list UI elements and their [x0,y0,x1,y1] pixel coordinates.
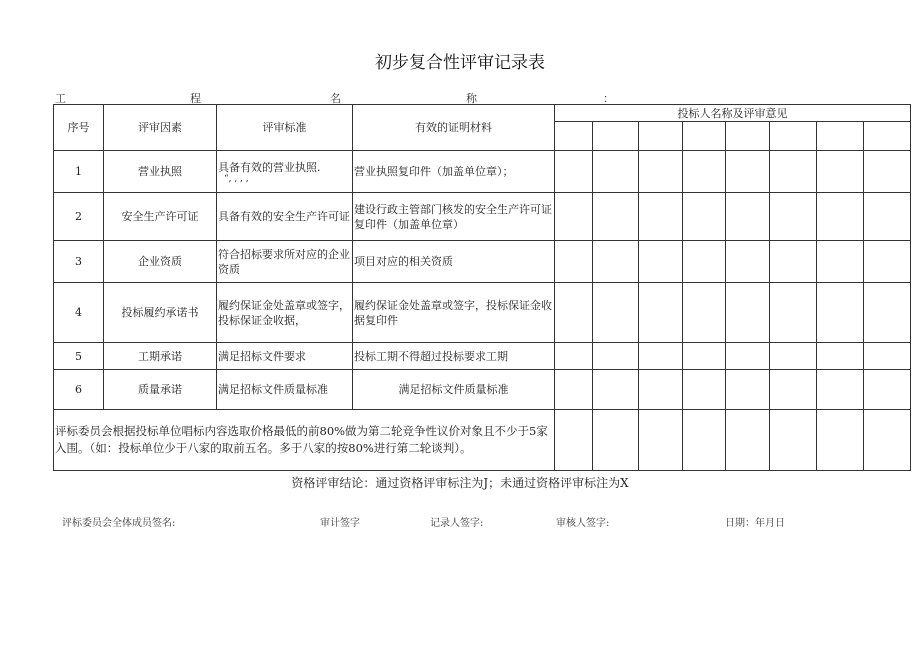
bidder-cell[interactable] [726,343,770,370]
row-evidence: 营业执照复印件（加盖单位章）； [353,151,555,193]
project-label-char-2: 程 [190,92,201,105]
bidder-cell[interactable] [555,241,593,283]
bidder-cell[interactable] [555,410,593,471]
recorder-signature-label: 记录人签字: [430,518,484,529]
bidder-cell[interactable] [817,151,864,193]
row-seq: 4 [54,283,104,343]
bidder-col-8[interactable] [864,122,911,151]
bidder-cell[interactable] [593,241,639,283]
bidder-cell[interactable] [683,151,726,193]
row-standard-extra: “, , , , [224,173,249,184]
bidder-cell[interactable] [770,151,817,193]
bidder-cell[interactable] [817,283,864,343]
row-evidence: 满足招标文件质量标准 [353,370,555,410]
bidder-cell[interactable] [864,283,911,343]
bidder-cell[interactable] [593,343,639,370]
row-standard: 履约保证金处盖章或签字，投标保证金收据， [217,283,353,343]
bidder-cell[interactable] [555,283,593,343]
row-standard [217,151,353,193]
row-seq: 2 [54,193,104,241]
selection-note: 评标委员会根据投标单位唱标内容选取价格最低的前80%做为第二轮竞争性议价对象且不少于5家入围。（如：投标单位少于八家的取前五名。多于八家的按80%进行第二轮谈判）。 [54,410,555,471]
bidder-cell[interactable] [770,193,817,241]
bidder-cell[interactable] [639,410,683,471]
bidder-cell[interactable] [770,410,817,471]
bidder-cell[interactable] [683,370,726,410]
row-seq: 6 [54,370,104,410]
project-label-char-4: 称 [466,92,477,105]
committee-signature-label: 评标委员会全体成员签名: [62,518,176,529]
bidder-cell[interactable] [593,151,639,193]
row-evidence: 投标工期不得超过投标要求工期 [353,343,555,370]
bidder-cell[interactable] [864,193,911,241]
row-factor: 安全生产许可证 [104,193,217,241]
bidder-cell[interactable] [593,283,639,343]
review-table [53,104,911,471]
bidder-cell[interactable] [864,410,911,471]
bidder-cell[interactable] [726,151,770,193]
bidder-cell[interactable] [639,151,683,193]
bidder-cell[interactable] [683,241,726,283]
bidder-cell[interactable] [726,283,770,343]
row-seq: 1 [54,151,104,193]
row-standard: 满足招标文件要求 [217,343,353,370]
row-evidence: 建设行政主管部门核发的安全生产许可证复印件（加盖单位章） [353,193,555,241]
page-title: 初步复合性评审记录表 [375,53,545,73]
bidder-cell[interactable] [817,241,864,283]
reviewer-signature-label: 审核人签字: [556,518,610,529]
table-row [54,193,911,241]
bidder-col-7[interactable] [817,122,864,151]
bidder-cell[interactable] [817,370,864,410]
bidder-cell[interactable] [726,370,770,410]
bidder-cell[interactable] [726,410,770,471]
bidder-cell[interactable] [817,343,864,370]
bidder-cell[interactable] [683,283,726,343]
bidder-col-3[interactable] [639,122,683,151]
row-factor: 质量承诺 [104,370,217,410]
header-evidence: 有效的证明材料 [353,105,555,151]
row-standard: 符合招标要求所对应的企业资质 [217,241,353,283]
bidder-cell[interactable] [593,370,639,410]
bidder-cell[interactable] [555,343,593,370]
date-label: 日期：年月日 [725,518,785,529]
bidder-cell[interactable] [770,370,817,410]
bidder-cell[interactable] [639,283,683,343]
note-row [54,410,911,471]
bidder-cell[interactable] [864,241,911,283]
header-bidders: 投标人名称及评审意见 [555,105,911,122]
bidder-cell[interactable] [683,343,726,370]
table-row [54,370,911,410]
bidder-cell[interactable] [770,283,817,343]
project-label-colon: ： [603,92,614,105]
table-row [54,241,911,283]
bidder-cell[interactable] [593,193,639,241]
header-row [54,105,911,122]
bidder-col-6[interactable] [770,122,817,151]
row-standard-text: 具备有效的营业执照. [218,160,321,174]
table-row [54,343,911,370]
bidder-cell[interactable] [726,241,770,283]
bidder-col-2[interactable] [593,122,639,151]
row-evidence: 履约保证金处盖章或签字，投标保证金收据复印件 [353,283,555,343]
bidder-cell[interactable] [770,241,817,283]
table-row [54,151,911,193]
bidder-cell[interactable] [639,241,683,283]
bidder-col-4[interactable] [683,122,726,151]
review-conclusion: 资格评审结论：通过资格评审标注为J；未通过资格评审标注为X [291,476,629,490]
header-factor: 评审因素 [104,105,217,151]
bidder-cell[interactable] [593,410,639,471]
bidder-cell[interactable] [770,343,817,370]
bidder-cell[interactable] [817,410,864,471]
row-standard: 具备有效的安全生产许可证 [217,193,353,241]
row-standard: 满足招标文件质量标准 [217,370,353,410]
bidder-cell[interactable] [817,193,864,241]
bidder-col-1[interactable] [555,122,593,151]
project-label-char-3: 名 [330,92,341,105]
row-factor: 企业资质 [104,241,217,283]
row-evidence: 项目对应的相关资质 [353,241,555,283]
bidder-cell[interactable] [555,370,593,410]
project-label-char-1: 工 [55,92,66,105]
bidder-cell[interactable] [683,193,726,241]
row-factor: 营业执照 [104,151,217,193]
bidder-cell[interactable] [639,343,683,370]
bidder-cell[interactable] [864,370,911,410]
bidder-cell[interactable] [683,410,726,471]
header-seq: 序号 [54,105,104,151]
bidder-cell[interactable] [639,193,683,241]
table-row [54,283,911,343]
bidder-cell[interactable] [726,193,770,241]
row-factor: 工期承诺 [104,343,217,370]
header-standard: 评审标准 [217,105,353,151]
bidder-cell[interactable] [639,370,683,410]
bidder-cell[interactable] [864,343,911,370]
row-seq: 5 [54,343,104,370]
bidder-cell[interactable] [864,151,911,193]
row-seq: 3 [54,241,104,283]
bidder-cell[interactable] [555,193,593,241]
row-factor: 投标履约承诺书 [104,283,217,343]
bidder-col-5[interactable] [726,122,770,151]
bidder-cell[interactable] [555,151,593,193]
audit-signature-label: 审计签字 [320,518,360,529]
